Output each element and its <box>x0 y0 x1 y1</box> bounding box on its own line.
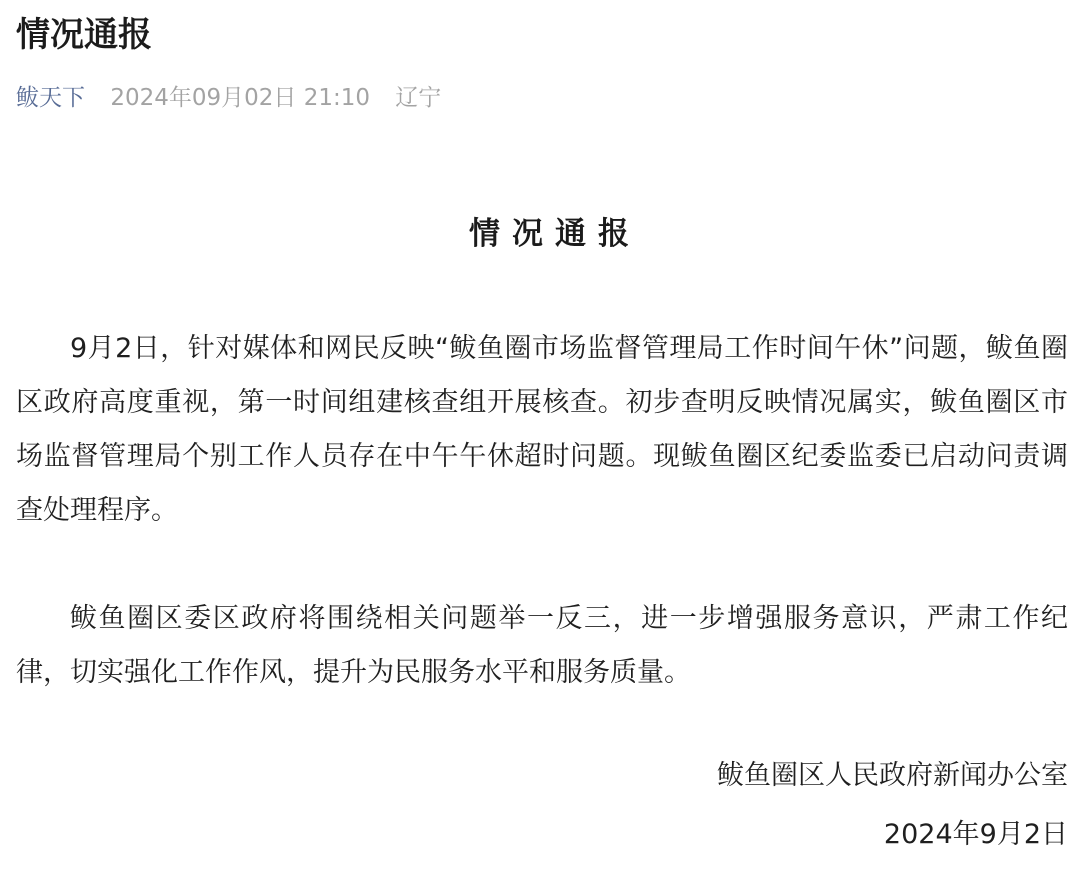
publish-time: 2024年09月02日 21:10 <box>110 85 370 111</box>
body-paragraph: 9月2日，针对媒体和网民反映“鲅鱼圈市场监督管理局工作时间午休”问题，鲅鱼圈区政府高度重视，第一时间组建核查组开展核查。初步查明反映情况属实，鲅鱼圈区市场监督管理局个别工作人员存在中午午休超时问题。现鲅鱼圈区纪委监委已启动问责调查处理程序。 <box>16 333 1068 526</box>
notice-heading: 情况通报 <box>469 216 641 252</box>
account-name-link[interactable]: 鲅天下 <box>16 85 85 111</box>
publish-location: 辽宁 <box>395 85 442 111</box>
signature-date: 2024年9月2日 <box>883 819 1068 850</box>
article-meta <box>16 82 441 114</box>
signature-organization: 鲅鱼圈区人民政府新闻办公室 <box>717 760 1068 791</box>
body-paragraph: 鲅鱼圈区委区政府将围绕相关问题举一反三，进一步增强服务意识，严肃工作纪律，切实强化工作作风，提升为民服务水平和服务质量。 <box>16 603 1068 688</box>
article-title: 情况通报 <box>16 15 152 55</box>
